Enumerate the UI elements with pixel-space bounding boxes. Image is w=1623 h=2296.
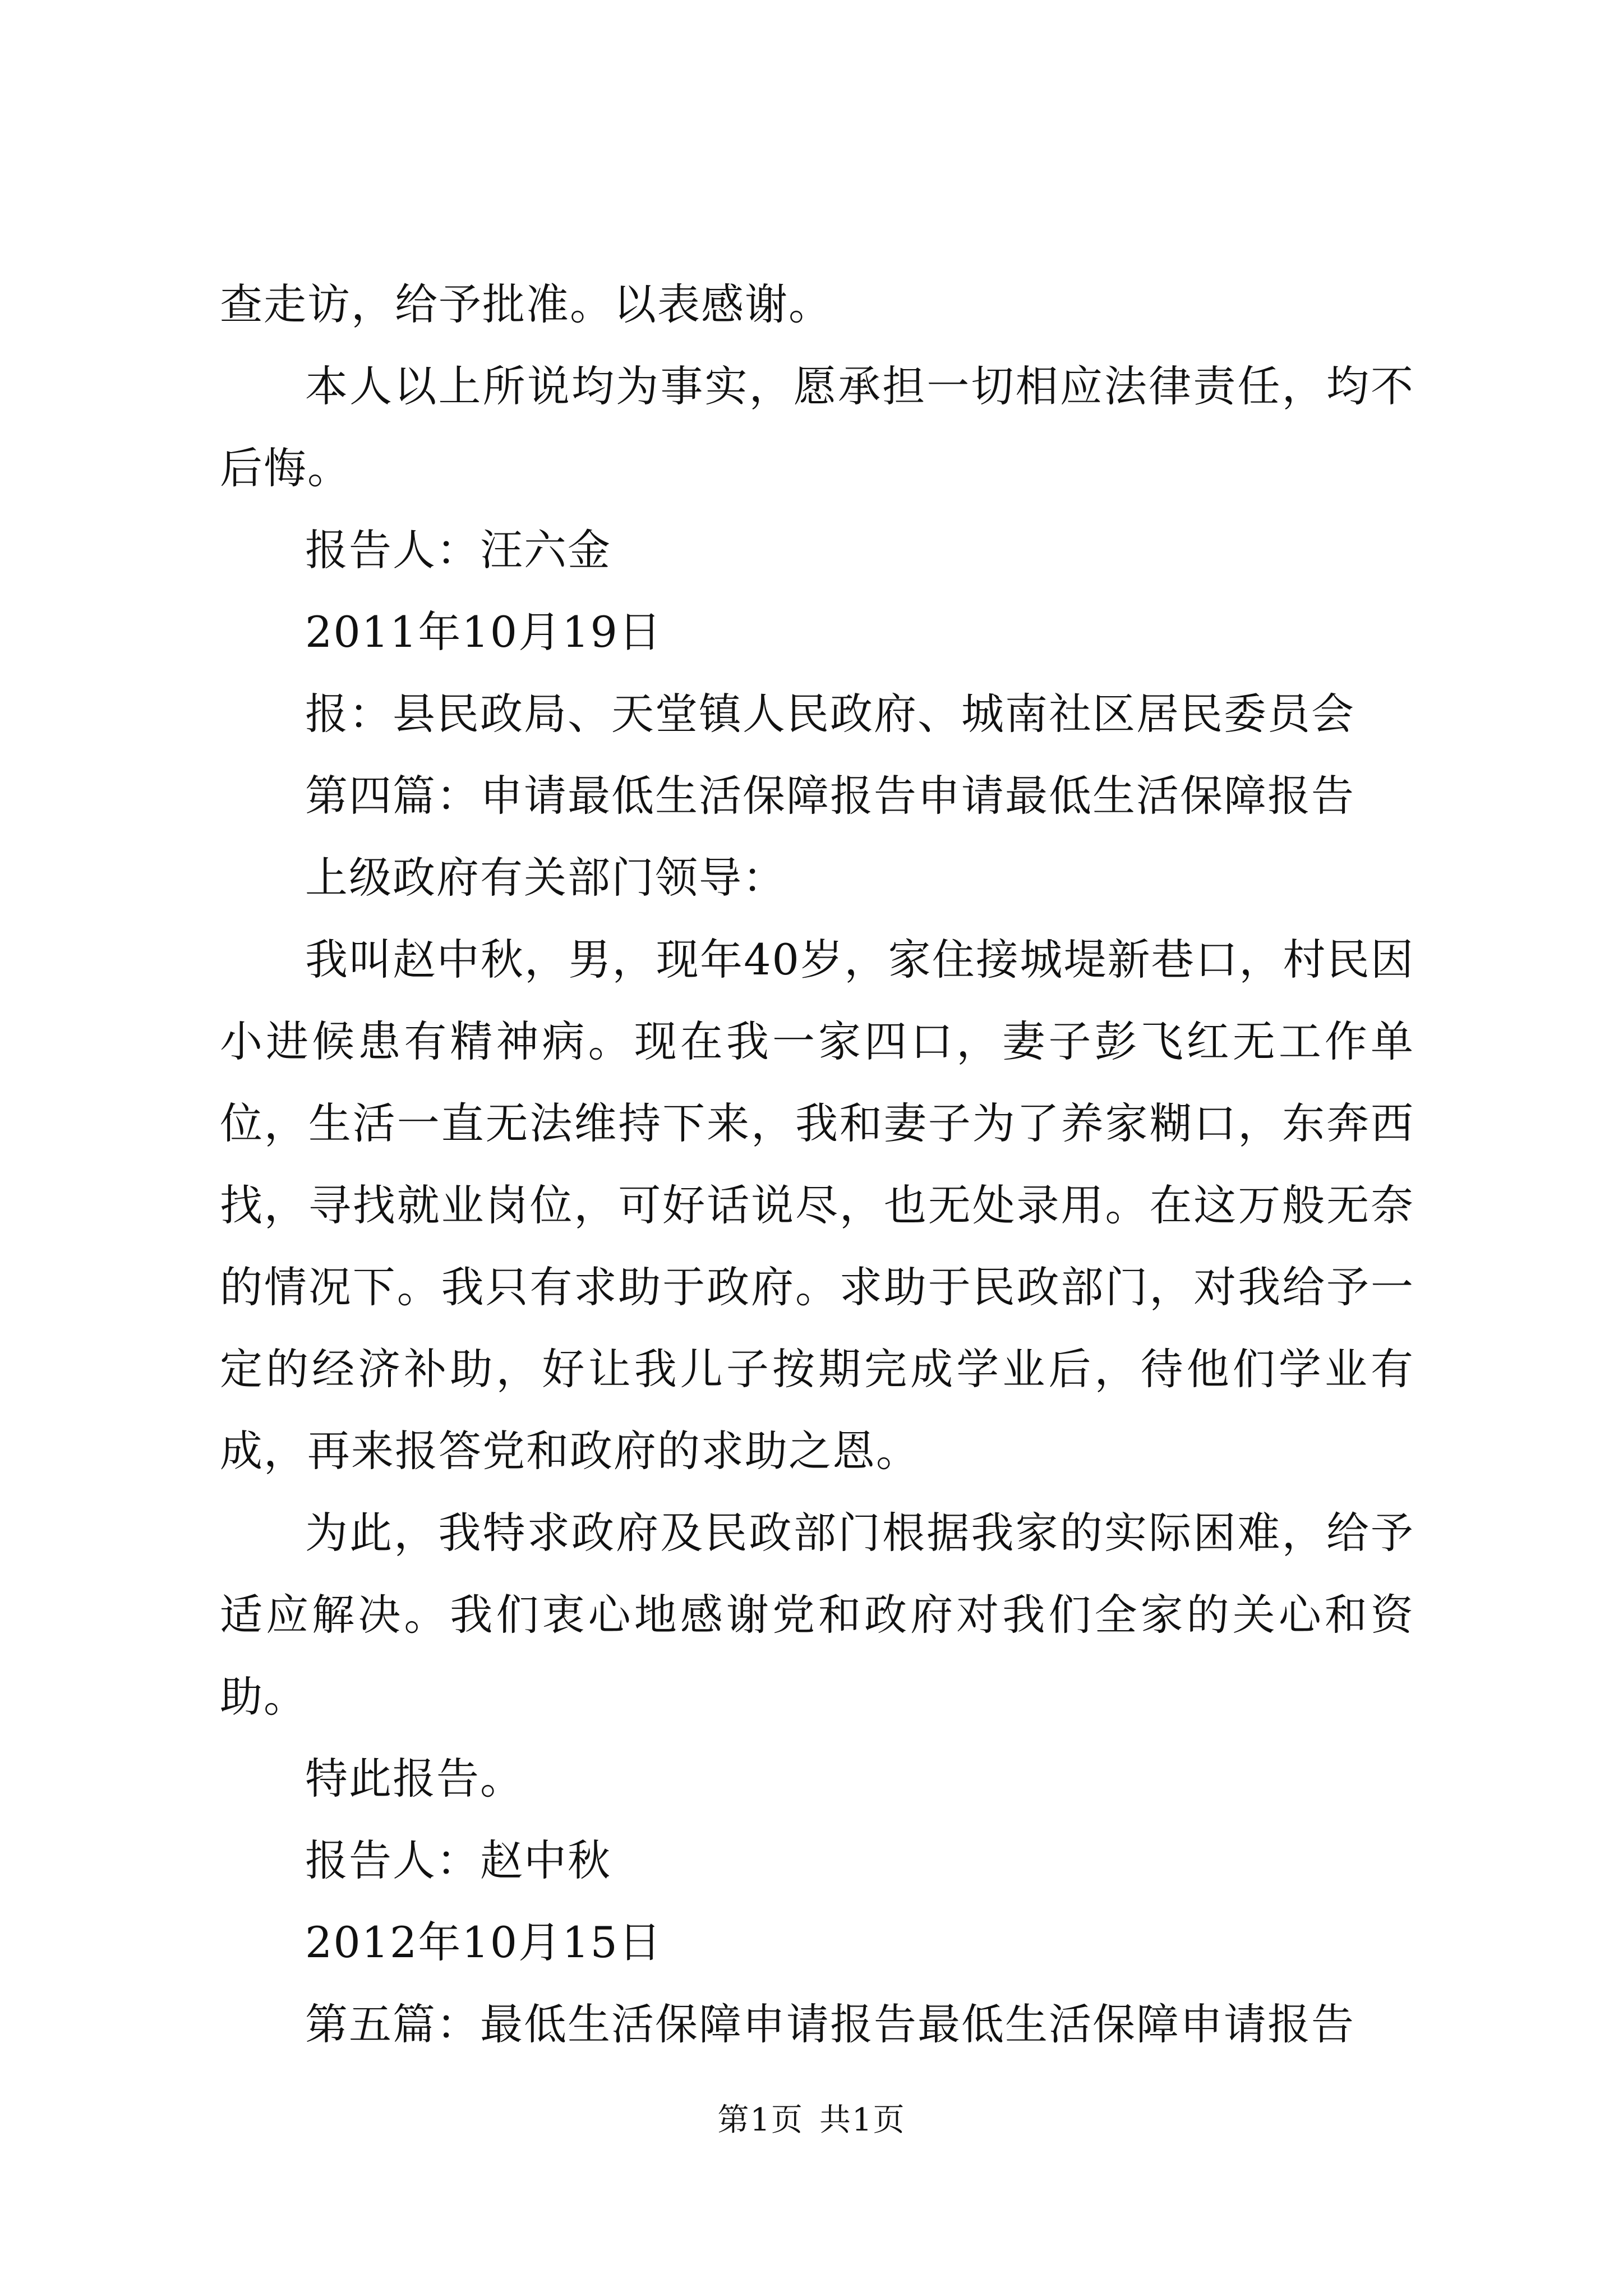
page-footer	[0, 2101, 1623, 2140]
salutation: 上级政府有关部门领导：	[305, 853, 786, 903]
reporter-line-1: 报告人：汪六金	[305, 525, 611, 575]
paragraph-situation: 我叫赵中秋，男，现年40岁，家住接城堤新巷口，村民因小进候患有精神病。现在我一家四口，妻子彭飞红无工作单位，生活一直无法维持下来，我和妻子为了养家糊口，东奔西找，寻找就业岗位，可好话说尽，也无处录用。在这万般无奈的情况下。我只有求助于政府。求助于民政部门，对我给予一定的经济补助，好让我儿子按期完成学业后，待他们学业有成，再来报答党和政府的求助之恩。	[220, 935, 1414, 1476]
date-line-1: 2011年10月19日	[305, 607, 662, 657]
paragraph-declaration: 本人以上所说均为事实，愿承担一切相应法律责任，均不后悔。	[220, 361, 1414, 493]
recipients-line: 报：县民政局、天堂镇人民政府、城南社区居民委员会	[305, 689, 1355, 739]
section-heading-4: 第四篇：申请最低生活保障报告申请最低生活保障报告	[305, 771, 1355, 821]
document-body	[220, 264, 1414, 2065]
section-heading-5: 第五篇：最低生活保障申请报告最低生活保障申请报告	[305, 1999, 1355, 2049]
closing-phrase: 特此报告。	[305, 1754, 524, 1803]
reporter-line-2: 报告人：赵中秋	[305, 1835, 611, 1885]
page-number: 第1页	[717, 2102, 804, 2138]
paragraph-continuation: 查走访，给予批准。以表感谢。	[220, 279, 832, 329]
paragraph-request: 为此，我特求政府及民政部门根据我家的实际困难，给予适应解决。我们衷心地感谢党和政府对我们全家的关心和资助。	[220, 1508, 1414, 1722]
page-total: 共1页	[819, 2102, 906, 2138]
date-line-2: 2012年10月15日	[305, 1917, 662, 1967]
